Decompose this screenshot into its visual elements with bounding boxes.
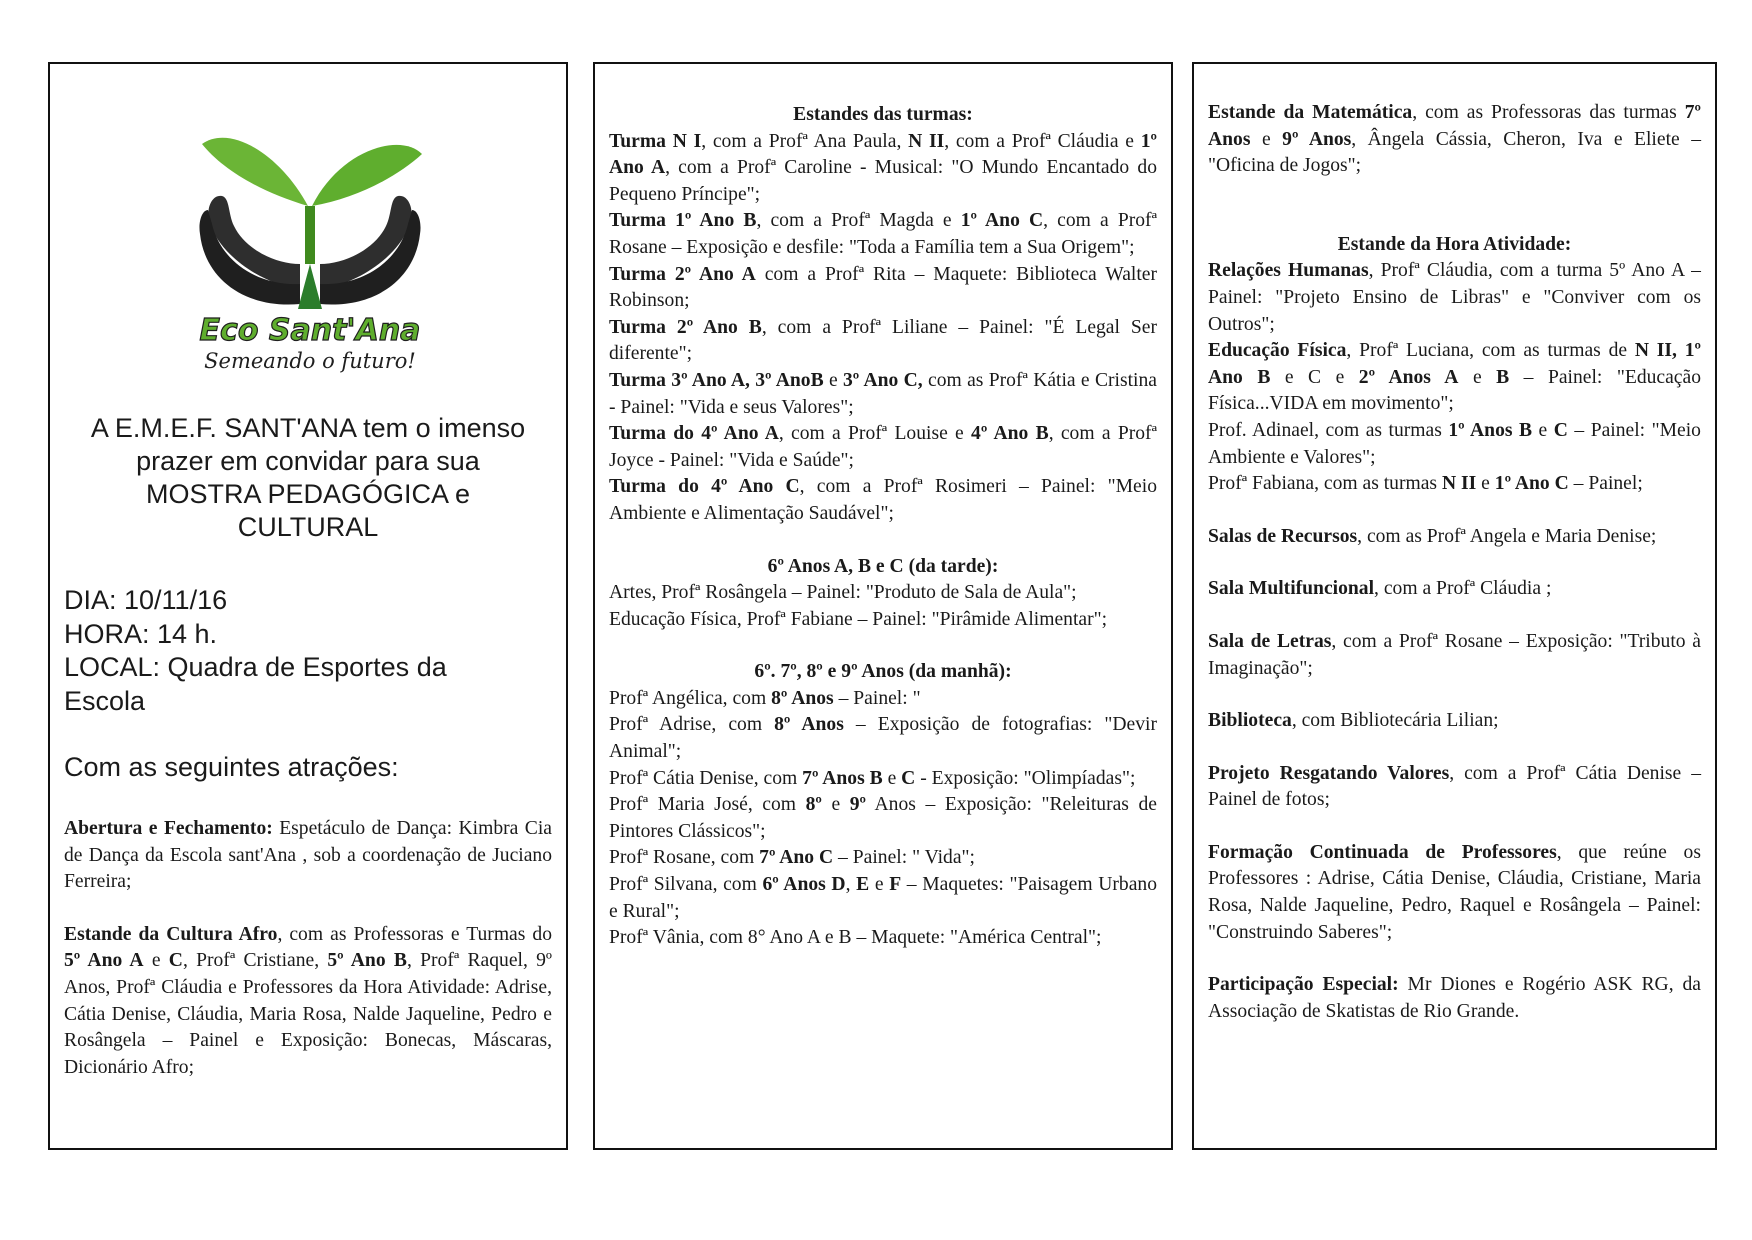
stand-item: Relações Humanas, Profª Cláudia, com a turma 5º Ano A – Painel: "Projeto Ensino de Libras" e "Conviver com os Outros"; xyxy=(1208,260,1701,335)
afro-item: Estande da Cultura Afro, com as Professoras e Turmas do 5º Ano A e C, Profª Cristiane, 5º Ano B, Profª Raquel, 9º Anos, Profª Cláudia e Professores da Hora Atividade: Adrise, Cátia Denise, Cláudia, Maria Rosa, Nalde Jaqueline, Pedro e Rosângela – Painel e Exposição: Bonecas, Máscaras, Dicionário Afro; xyxy=(64,923,552,1078)
stand-item: Participação Especial: Mr Diones e Rogério ASK RG, da Associação de Skatistas de Rio Grande. xyxy=(1208,974,1701,1022)
event-date: DIA: 10/11/16 xyxy=(64,585,228,615)
stand-item: Profª Adrise, com 8º Anos – Exposição de fotografias: "Devir Animal"; xyxy=(609,714,1157,763)
stand-item: Educação Física, Profª Fabiane – Painel: "Pirâmide Alimentar"; xyxy=(609,608,1108,630)
stand-item: Turma 2º Ano B, com a Profª Liliane – Painel: "É Legal Ser diferente"; xyxy=(609,316,1157,365)
logo-brand: Eco Sant'Ana xyxy=(199,313,421,348)
stand-item: Profª Angélica, com 8º Anos – Painel: " xyxy=(609,687,921,709)
event-place: LOCAL: Quadra de Esportes da xyxy=(64,652,447,682)
attractions-heading: Com as seguintes atrações: xyxy=(64,752,399,782)
stand-item: Profª Maria José, com 8º e 9º Anos – Exposição: "Releituras de Pintores Clássicos"; xyxy=(609,794,1157,842)
stand-item: Profª Cátia Denise, com 7º Anos B e C - Exposição: "Olimpíadas"; xyxy=(609,767,1136,789)
stand-item: Prof. Adinael, com as turmas 1º Anos B e C – Painel: "Meio Ambiente e Valores"; xyxy=(1208,419,1701,468)
opening-item: Abertura e Fechamento: Espetáculo de Dança: Kimbra Cia de Dança da Escola sant'Ana , sob a coordenação de Juciano Ferreira; xyxy=(64,818,552,893)
stand-item: Profª Rosane, com 7º Ano C – Painel: " Vida"; xyxy=(609,847,975,869)
invitation-panel xyxy=(48,62,568,1150)
class-stands-panel xyxy=(593,62,1173,1150)
stand-item: Turma do 4º Ano A, com a Profª Louise e 4º Ano B, com a Profª Joyce - Painel: "Vida e Saúde"; xyxy=(609,423,1157,471)
section-heading: Estande da Hora Atividade: xyxy=(1337,233,1572,255)
stand-item: Educação Física, Profª Luciana, com as turmas de N II, 1º Ano B e C e 2º Anos A e B – Painel: "Educação Física...VIDA em movimento"; xyxy=(1208,340,1701,415)
stand-item: Turma 1º Ano B, com a Profª Magda e 1º Ano C, com a Profª Rosane – Exposição e desfile: "Toda a Família tem a Sua Origem"; xyxy=(609,210,1157,258)
stand-item: Turma do 4º Ano C, com a Profª Rosimeri – Painel: "Meio Ambiente e Alimentação Saudável"; xyxy=(609,476,1157,524)
stand-item: Turma 3º Ano A, 3º AnoB e 3º Ano C, com as Profª Kátia e Cristina - Painel: "Vida e seus Valores"; xyxy=(609,369,1157,418)
attractions-list xyxy=(64,816,552,1081)
stand-item: Profª Vânia, com 8° Ano A e B – Maquete: "América Central"; xyxy=(609,927,1102,949)
stand-item: Projeto Resgatando Valores, com a Profª Cátia Denise – Painel de fotos; xyxy=(1208,762,1701,811)
section-heading: 6º. 7º, 8º e 9º Anos (da manhã): xyxy=(754,661,1012,683)
stand-item: Turma N I, com a Profª Ana Paula, N II, com a Profª Cláudia e 1º Ano A, com a Profª Caroline - Musical: "O Mundo Encantado do Pequeno Príncipe"; xyxy=(609,130,1157,205)
stand-item: Salas de Recursos, com as Profª Angela e Maria Denise; xyxy=(1208,525,1657,547)
event-place-cont: Escola xyxy=(64,685,146,716)
stand-item: Turma 2º Ano A com a Profª Rita – Maquete: Biblioteca Walter Robinson; xyxy=(609,263,1157,312)
eco-santana-logo xyxy=(150,114,470,374)
activity-stands-panel xyxy=(1192,62,1717,1150)
left-leaf-icon xyxy=(202,138,308,206)
invitation-text: A E.M.E.F. SANT'ANA tem o imenso prazer em convidar para sua MOSTRA PEDAGÓGICA e CULTURAL xyxy=(90,413,526,542)
event-details xyxy=(64,584,554,718)
section-heading: Estandes das turmas: xyxy=(793,104,973,125)
stand-item: Artes, Profª Rosângela – Painel: "Produto de Sala de Aula"; xyxy=(609,582,1077,604)
stand-item: Sala Multifuncional, com a Profª Cláudia ; xyxy=(1208,578,1552,600)
stand-item: Sala de Letras, com a Profª Rosane – Exposição: "Tributo à Imaginação"; xyxy=(1208,630,1701,679)
section-heading: 6º Anos A, B e C (da tarde): xyxy=(767,555,999,577)
event-time: HORA: 14 h. xyxy=(64,618,218,649)
stand-item: Estande da Matemática, com as Professoras das turmas 7º Anos e 9º Anos, Ângela Cássia, Cheron, Iva e Eliete – "Oficina de Jogos"; xyxy=(1208,102,1701,177)
stand-item: Profª Silvana, com 6º Anos D, E e F – Maquetes: "Paisagem Urbano e Rural"; xyxy=(609,874,1157,922)
stand-item: Formação Continuada de Professores, que reúne os Professores : Adrise, Cátia Denise, Cláudia, Cristiane, Maria Rosa, Nalde Jaqueline, Pedro, Raquel e Rosângela – Painel: "Construindo Saberes"; xyxy=(1208,841,1701,943)
stand-item: Biblioteca, com Bibliotecária Lilian; xyxy=(1208,710,1499,732)
right-leaf-icon xyxy=(312,145,422,206)
logo-tagline: Semeando o futuro! xyxy=(204,349,416,373)
stand-item: Profª Fabiana, com as turmas N II e 1º Ano C – Painel; xyxy=(1208,473,1643,495)
